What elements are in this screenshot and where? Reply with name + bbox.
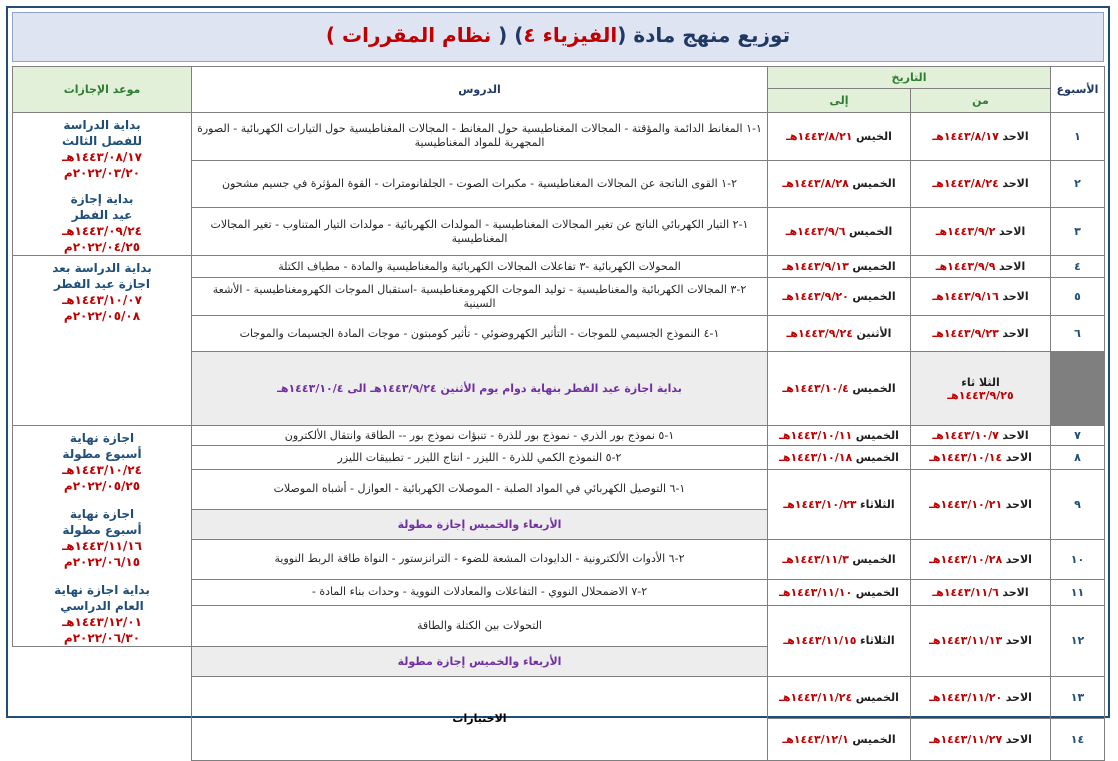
table-row: [13, 256, 1105, 278]
lesson-cell: ٢-٦ الأدوات الألكترونية - الدايودات المشعة للضوء - الترانزستور - النواة طاقة الربط النووية: [192, 539, 768, 579]
to-day: الخميس: [852, 177, 896, 191]
holiday-from-cell: [911, 352, 1051, 426]
to-date: ١٤٤٣/٩/٦هـ: [785, 225, 846, 239]
title-suffix: ): [325, 23, 342, 47]
to-cell: [768, 446, 911, 470]
exams-cell: الاختبارات: [192, 677, 768, 761]
title-subject: الفيزياء ٤: [523, 23, 618, 47]
to-date: ١٤٤٣/١١/١٥هـ: [783, 634, 857, 648]
vacation-label: عيد الفطر: [71, 208, 133, 222]
from-day: الاحد: [1005, 552, 1032, 566]
from-date: ١٤٤٣/١١/٢٧هـ: [929, 733, 1003, 746]
lesson-cell: المحولات الكهربائية -٣ تفاعلات المجالات الكهربائية والمغناطيسية والمادة - مطياف الكتلة: [192, 256, 768, 278]
to-date: ١٤٤٣/١١/٢٤هـ: [779, 691, 853, 704]
to-cell: [768, 579, 911, 605]
from-date: ١٤٤٣/١٠/٧هـ: [932, 429, 999, 442]
to-date: ١٤٤٣/١٠/٢٣هـ: [783, 497, 857, 511]
from-day: الاحد: [1005, 733, 1032, 746]
lesson-cell: ١-٤ النموذج الجسيمي للموجات - التأثير الكهروضوئي - تأثير كومبتون - موجات المادة الجسيمات والموجات: [192, 316, 768, 352]
week-number: ٧: [1051, 426, 1105, 446]
to-cell: [768, 278, 911, 316]
to-day: الخميس: [852, 290, 896, 303]
vacation-label: للفصل الثالث: [62, 134, 142, 148]
curriculum-table: [12, 66, 1105, 761]
vacation-gregorian: ٢٠٢٢/٠٣/٢٠م: [63, 166, 141, 180]
from-day: الاحد: [1002, 290, 1029, 303]
lesson-cell: ٢-٣ المجالات الكهربائية والمغناطيسية - توليد الموجات الكهرومغناطيسية -استقبال الموجات الكهرومغناطيسية - الأشعة السينية: [192, 278, 768, 316]
week-number: ١١: [1051, 579, 1105, 605]
to-day: الخميس: [855, 429, 899, 442]
from-cell: [911, 579, 1051, 605]
from-day: الاحد: [1005, 634, 1032, 648]
vacation-cell: [13, 426, 192, 647]
from-date: ١٤٤٣/٩/٢هـ: [935, 225, 996, 239]
lesson-cell: ١-٢ التيار الكهربائي الناتج عن تغير المجالات المغناطيسية - المولدات الكهربائية - مولدات التيار المتناوب - تغير المجالات المغناطيسية: [192, 208, 768, 256]
from-date: ١٤٤٣/٩/١٦هـ: [932, 290, 999, 303]
lesson-cell: ١-١ المغانط الدائمة والمؤقتة - المجالات المغناطيسية حول المغانط - المجالات المغناطيسية حول التيارات الكهربائية - الصورة المجهرية للمواد المغناطيسية: [192, 113, 768, 161]
table-row: [13, 426, 1105, 446]
to-date: ١٤٤٣/١١/٣هـ: [782, 552, 849, 566]
vacation-label: بداية إجازة: [70, 192, 134, 206]
week-number: ١٢: [1051, 605, 1105, 677]
from-day: الاحد: [999, 225, 1026, 239]
to-day: الخميس: [855, 691, 899, 704]
lesson-cell: ٢-١ القوى الناتجة عن المجالات المغناطيسية - مكبرات الصوت - الجلفانومترات - القوة المؤثرة في جسيم مشحون: [192, 160, 768, 208]
vacation-gregorian: ٢٠٢٢/٠٦/٣٠م: [63, 631, 141, 645]
from-day: الاحد: [999, 260, 1026, 273]
from-cell: [911, 256, 1051, 278]
header-lessons: الدروس: [192, 67, 768, 113]
header-date: التاريخ: [768, 67, 1051, 89]
title-banner: [12, 12, 1104, 62]
from-day: الاحد: [1002, 129, 1029, 143]
from-day: الثلا ثاء: [961, 375, 1000, 389]
vacation-gregorian: ٢٠٢٢/٠٥/٢٥م: [63, 479, 141, 493]
from-day: الاحد: [1005, 691, 1032, 704]
from-cell: [911, 208, 1051, 256]
week-number: ٢: [1051, 160, 1105, 208]
title-middle: ) (: [491, 23, 524, 47]
vacation-hijri: ١٤٤٣/٠٨/١٧هـ: [62, 150, 142, 164]
vacation-gregorian: ٢٠٢٢/٠٥/٠٨م: [63, 309, 141, 323]
from-day: الاحد: [1005, 451, 1032, 464]
week-number: ١٣: [1051, 677, 1105, 719]
from-day: الاحد: [1002, 177, 1029, 191]
page-frame: [6, 6, 1110, 746]
to-day: الخميس: [855, 451, 899, 464]
week-number: ١٤: [1051, 719, 1105, 761]
from-day: الاحد: [1002, 327, 1029, 340]
from-date: ١٤٤٣/٩/٩هـ: [935, 260, 996, 273]
to-cell: [768, 719, 911, 761]
week-number: ١: [1051, 113, 1105, 161]
from-date: ١٤٤٣/١١/٦هـ: [932, 585, 999, 599]
from-date: ١٤٤٣/١٠/٢١هـ: [929, 497, 1003, 511]
week-number: ١٠: [1051, 539, 1105, 579]
to-day: الخميس: [848, 225, 893, 239]
vacation-label: أسبوع مطولة: [62, 447, 142, 461]
to-cell: [768, 256, 911, 278]
to-date: ١٤٤٣/٩/٢٠هـ: [782, 290, 849, 303]
from-date: ١٤٤٣/١١/٢٠هـ: [929, 691, 1003, 704]
week-number: ٣: [1051, 208, 1105, 256]
title-system: نظام المقررات: [342, 23, 492, 47]
vacation-label: بداية الدراسة بعد: [52, 261, 152, 275]
from-date: ١٤٤٣/٨/٢٤هـ: [932, 177, 999, 191]
to-day: الخيس: [856, 129, 892, 143]
to-date: ١٤٤٣/١٠/١١هـ: [779, 429, 853, 442]
to-day: الخميس: [852, 382, 896, 395]
lesson-cell: ٢-٥ النموذج الكمي للذرة - الليزر - انتاج الليزر - تطبيقات الليزر: [192, 446, 768, 470]
table-row: [13, 113, 1105, 161]
from-cell: [911, 539, 1051, 579]
to-date: ١٤٤٣/٨/٢١هـ: [786, 129, 853, 143]
from-cell: [911, 278, 1051, 316]
from-date: ١٤٤٣/١٠/١٤هـ: [929, 451, 1003, 464]
from-date: ١٤٤٣/٨/١٧هـ: [932, 129, 999, 143]
vacation-cell: [13, 113, 192, 256]
from-day: الاحد: [1005, 497, 1032, 511]
to-cell: [768, 316, 911, 352]
holiday-text: بداية اجازة عيد الفطر بنهاية دوام يوم الأثنين ١٤٤٣/٩/٢٤هـ الى ١٤٤٣/١٠/٤هـ: [192, 352, 768, 426]
week-number: ٨: [1051, 446, 1105, 470]
to-date: ١٤٤٣/١٢/١هـ: [782, 733, 849, 746]
to-day: الخميس: [852, 733, 896, 746]
to-cell: [768, 208, 911, 256]
from-date: ١٤٤٣/٩/٢٥هـ: [947, 388, 1014, 402]
holiday-week-cell: [1051, 352, 1105, 426]
from-cell: [911, 426, 1051, 446]
to-cell: [768, 605, 911, 677]
to-day: الثلاثاء: [860, 497, 895, 511]
from-cell: [911, 677, 1051, 719]
to-cell: [768, 539, 911, 579]
to-day: الخميس: [855, 585, 899, 599]
header-week: الأسبوع: [1051, 67, 1105, 113]
from-date: ١٤٤٣/١٠/٢٨هـ: [929, 552, 1003, 566]
vacation-gregorian: ٢٠٢٢/٠٦/١٥م: [63, 555, 141, 569]
from-cell: [911, 316, 1051, 352]
title-prefix: توزيع منهج مادة (: [617, 23, 791, 47]
header-vacations: موعد الإجازات: [13, 67, 192, 113]
to-date: ١٤٤٣/٩/٢٤هـ: [786, 327, 853, 340]
holiday-to-cell: [768, 352, 911, 426]
to-date: ١٤٤٣/٨/٢٨هـ: [782, 177, 849, 191]
from-cell: [911, 113, 1051, 161]
to-cell: [768, 160, 911, 208]
from-day: الاحد: [1002, 585, 1029, 599]
header-to: إلى: [768, 89, 911, 113]
table-row: [13, 677, 1105, 719]
vacation-hijri: ١٤٤٣/١١/١٦هـ: [62, 539, 142, 553]
vacation-hijri: ١٤٤٣/١٠/٢٤هـ: [62, 463, 142, 477]
from-date: ١٤٤٣/١١/١٣هـ: [929, 634, 1003, 648]
vacation-label: أسبوع مطولة: [62, 523, 142, 537]
week-number: ٤: [1051, 256, 1105, 278]
from-date: ١٤٤٣/٩/٢٣هـ: [932, 327, 999, 340]
extended-holiday-text: الأربعاء والخميس إجازة مطولة: [192, 509, 768, 539]
vacation-label: العام الدراسي: [60, 599, 144, 613]
from-cell: [911, 160, 1051, 208]
to-date: ١٤٤٣/١٠/٤هـ: [782, 382, 849, 395]
vacation-hijri: ١٤٤٣/١٠/٠٧هـ: [62, 293, 142, 307]
vacation-label: بداية اجازة نهاية: [54, 583, 150, 597]
from-cell: [911, 470, 1051, 540]
to-date: ١٤٤٣/٩/١٣هـ: [782, 260, 849, 273]
week-number: ٥: [1051, 278, 1105, 316]
from-day: الاحد: [1002, 429, 1029, 442]
to-day: الخميس: [852, 552, 896, 566]
to-cell: [768, 113, 911, 161]
to-day: الثلاثاء: [860, 634, 895, 648]
page-title: [13, 23, 1103, 47]
to-cell: [768, 426, 911, 446]
week-number: ٦: [1051, 316, 1105, 352]
vacation-cell: [13, 256, 192, 426]
to-day: الخميس: [852, 260, 896, 273]
lesson-cell: ١-٥ نموذج بور الذري - نموذج بور للذرة - تنبؤات نموذج بور -- الطاقة وانتقال الألكترون: [192, 426, 768, 446]
vacation-label: اجازة نهاية: [69, 431, 135, 445]
to-cell: [768, 677, 911, 719]
to-date: ١٤٤٣/١١/١٠هـ: [779, 585, 853, 599]
week-number: ٩: [1051, 470, 1105, 540]
vacation-label: اجازة نهاية: [69, 507, 135, 521]
from-cell: [911, 605, 1051, 677]
from-cell: [911, 719, 1051, 761]
vacation-hijri: ١٤٤٣/٠٩/٢٤هـ: [62, 224, 142, 238]
from-cell: [911, 446, 1051, 470]
vacation-label: بداية الدراسة: [63, 118, 141, 132]
vacation-label: اجازة عيد الفطر: [53, 277, 151, 291]
extended-holiday-text: الأربعاء والخميس إجازة مطولة: [192, 647, 768, 677]
vacation-gregorian: ٢٠٢٢/٠٤/٢٥م: [63, 240, 141, 254]
lesson-cell: ٢-٧ الاضمحلال النووي - التفاعلات والمعادلات النووية - وحدات بناء المادة -: [192, 579, 768, 605]
to-day: الأثنين: [856, 327, 892, 340]
vacation-hijri: ١٤٤٣/١٢/٠١هـ: [62, 615, 142, 629]
header-from: من: [911, 89, 1051, 113]
to-cell: [768, 470, 911, 540]
lesson-cell: التحولات بين الكتلة والطاقة: [192, 605, 768, 647]
to-date: ١٤٤٣/١٠/١٨هـ: [779, 451, 853, 464]
lesson-cell: ١-٦ التوصيل الكهربائي في المواد الصلبة - الموصلات الكهربائية - العوازل - أشباه الموصلات: [192, 470, 768, 510]
